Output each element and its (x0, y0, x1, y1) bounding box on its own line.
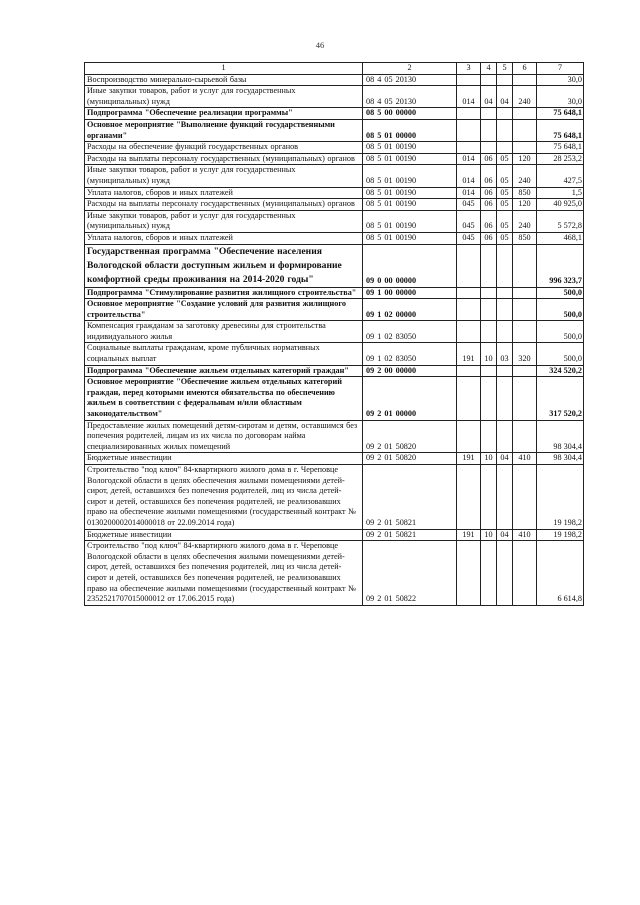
row-code: 09 2 01 50820 (363, 420, 457, 453)
row-name: Основное мероприятие "Выполнение функций государственными органами" (85, 119, 363, 141)
row-ministry-code (457, 244, 481, 287)
row-subsection-code: 04 (497, 86, 513, 108)
row-section-code (481, 119, 497, 141)
row-expense-type-code (513, 420, 537, 453)
row-amount: 5 572,8 (537, 210, 584, 232)
row-name: Бюджетные инвестиции (85, 453, 363, 465)
row-name: Компенсация гражданам за заготовку древесины для строительства индивидуального жилья (85, 321, 363, 343)
row-name: Подпрограмма "Обеспечение жильем отдельных категорий граждан" (85, 365, 363, 377)
row-name: Строительство "под ключ" 84-квартирного жилого дома в г. Череповце Вологодской области в целях обеспечения жилыми помещениями детей-сирот, детей, оставшихся без попечения родителей, лиц из числа детей-сирот и детей, оставшихся без попечения родителей, не реализовавших право на обеспечение жилыми помещениями (государственный контракт № 2352521707015000012 от 17.06.2015 года) (85, 541, 363, 606)
row-expense-type-code (513, 465, 537, 530)
row-section-code: 10 (481, 453, 497, 465)
row-name: Основное мероприятие "Обеспечение жильем отдельных категорий граждан, перед которыми имеются обязательства по обеспечению жильем в соответствии с федеральным и/или областным законодательством" (85, 377, 363, 420)
row-name: Иные закупки товаров, работ и услуг для государственных (муниципальных) нужд (85, 165, 363, 187)
row-section-code (481, 321, 497, 343)
row-section-code: 10 (481, 529, 497, 541)
row-subsection-code: 05 (497, 153, 513, 165)
table-row (85, 465, 584, 530)
row-expense-type-code (513, 541, 537, 606)
row-name: Предоставление жилых помещений детям-сиротам и детям, оставшимся без попечения родителей, лицам из их числа по договорам найма специализированных жилых помещений (85, 420, 363, 453)
row-amount: 75 648,1 (537, 108, 584, 120)
row-subsection-code (497, 108, 513, 120)
row-name: Расходы на выплаты персоналу государственных (муниципальных) органов (85, 153, 363, 165)
row-ministry-code (457, 465, 481, 530)
row-code: 09 1 02 83050 (363, 321, 457, 343)
row-code: 09 1 00 00000 (363, 287, 457, 299)
row-ministry-code: 045 (457, 210, 481, 232)
row-subsection-code (497, 321, 513, 343)
row-amount: 75 648,1 (537, 119, 584, 141)
table-row (85, 119, 584, 141)
row-section-code: 06 (481, 165, 497, 187)
row-expense-type-code: 120 (513, 153, 537, 165)
row-name: Уплата налогов, сборов и иных платежей (85, 187, 363, 199)
row-amount: 28 253,2 (537, 153, 584, 165)
table-row (85, 377, 584, 420)
budget-table (84, 62, 584, 606)
row-expense-type-code (513, 365, 537, 377)
row-ministry-code (457, 377, 481, 420)
row-ministry-code: 014 (457, 86, 481, 108)
row-subsection-code (497, 465, 513, 530)
row-name: Подпрограмма "Обеспечение реализации программы" (85, 108, 363, 120)
row-code: 09 2 01 50821 (363, 465, 457, 530)
row-amount: 500,0 (537, 287, 584, 299)
row-section-code (481, 142, 497, 154)
row-amount: 30,0 (537, 86, 584, 108)
row-section-code: 06 (481, 232, 497, 244)
row-section-code (481, 365, 497, 377)
row-section-code (481, 541, 497, 606)
row-code: 08 5 01 00190 (363, 232, 457, 244)
row-amount: 1,5 (537, 187, 584, 199)
row-code: 08 5 01 00190 (363, 153, 457, 165)
row-amount: 40 925,0 (537, 199, 584, 211)
table-row (85, 299, 584, 321)
page-number: 46 (315, 40, 325, 50)
row-code: 08 5 01 00190 (363, 199, 457, 211)
row-amount: 500,0 (537, 321, 584, 343)
row-code: 09 2 01 00000 (363, 377, 457, 420)
row-subsection-code: 05 (497, 210, 513, 232)
row-amount: 19 198,2 (537, 465, 584, 530)
row-subsection-code (497, 377, 513, 420)
row-code: 08 5 01 00190 (363, 165, 457, 187)
row-amount: 98 304,4 (537, 453, 584, 465)
table-row (85, 343, 584, 365)
row-subsection-code: 04 (497, 529, 513, 541)
row-subsection-code (497, 244, 513, 287)
row-section-code (481, 377, 497, 420)
row-ministry-code: 045 (457, 199, 481, 211)
row-subsection-code (497, 142, 513, 154)
header-cell: 7 (537, 63, 584, 75)
row-amount: 19 198,2 (537, 529, 584, 541)
row-expense-type-code: 120 (513, 199, 537, 211)
row-amount: 98 304,4 (537, 420, 584, 453)
row-code: 08 5 01 00190 (363, 142, 457, 154)
header-cell: 6 (513, 63, 537, 75)
row-expense-type-code (513, 377, 537, 420)
row-section-code (481, 74, 497, 86)
row-expense-type-code (513, 287, 537, 299)
row-section-code: 06 (481, 199, 497, 211)
row-amount: 468,1 (537, 232, 584, 244)
table-row (85, 453, 584, 465)
table-row (85, 244, 584, 287)
row-subsection-code (497, 299, 513, 321)
row-expense-type-code: 410 (513, 453, 537, 465)
row-subsection-code (497, 74, 513, 86)
row-expense-type-code (513, 108, 537, 120)
row-expense-type-code (513, 244, 537, 287)
row-section-code: 04 (481, 86, 497, 108)
table-row (85, 142, 584, 154)
table-row (85, 86, 584, 108)
row-ministry-code (457, 420, 481, 453)
row-subsection-code (497, 119, 513, 141)
row-code: 09 2 01 50820 (363, 453, 457, 465)
row-ministry-code (457, 287, 481, 299)
row-subsection-code: 05 (497, 187, 513, 199)
table-row (85, 321, 584, 343)
table-row (85, 210, 584, 232)
row-name: Основное мероприятие "Создание условий для развития жилищного строительства" (85, 299, 363, 321)
budget-table-page (84, 62, 583, 606)
row-code: 08 5 01 00190 (363, 187, 457, 199)
row-subsection-code (497, 420, 513, 453)
header-cell: 5 (497, 63, 513, 75)
row-ministry-code: 191 (457, 529, 481, 541)
row-name: Воспроизводство минерально-сырьевой базы (85, 74, 363, 86)
row-subsection-code: 05 (497, 165, 513, 187)
row-name: Расходы на обеспечение функций государственных органов (85, 142, 363, 154)
row-ministry-code: 014 (457, 187, 481, 199)
row-ministry-code (457, 119, 481, 141)
row-amount: 996 323,7 (537, 244, 584, 287)
table-row (85, 187, 584, 199)
row-section-code (481, 299, 497, 321)
row-code: 08 5 01 00000 (363, 119, 457, 141)
row-amount: 500,0 (537, 343, 584, 365)
row-name: Социальные выплаты гражданам, кроме публичных нормативных социальных выплат (85, 343, 363, 365)
row-expense-type-code (513, 119, 537, 141)
row-ministry-code (457, 108, 481, 120)
row-ministry-code (457, 299, 481, 321)
row-name: Подпрограмма "Стимулирование развития жилищного строительства" (85, 287, 363, 299)
row-expense-type-code (513, 142, 537, 154)
row-code: 09 1 02 83050 (363, 343, 457, 365)
row-section-code (481, 108, 497, 120)
row-subsection-code (497, 365, 513, 377)
row-subsection-code: 05 (497, 232, 513, 244)
row-name: Уплата налогов, сборов и иных платежей (85, 232, 363, 244)
row-amount: 427,5 (537, 165, 584, 187)
row-subsection-code: 05 (497, 199, 513, 211)
row-ministry-code: 045 (457, 232, 481, 244)
header-cell: 2 (363, 63, 457, 75)
row-amount: 324 520,2 (537, 365, 584, 377)
table-row (85, 199, 584, 211)
table-row (85, 74, 584, 86)
row-code: 08 5 01 00190 (363, 210, 457, 232)
row-expense-type-code: 240 (513, 210, 537, 232)
row-section-code: 06 (481, 153, 497, 165)
row-subsection-code: 03 (497, 343, 513, 365)
header-cell: 3 (457, 63, 481, 75)
row-section-code (481, 244, 497, 287)
row-name: Государственная программа "Обеспечение населения Вологодской области доступным жильем и формирование комфортной среды проживания на 2014-2020 годы" (85, 244, 363, 287)
row-code: 08 4 05 20130 (363, 74, 457, 86)
table-row (85, 365, 584, 377)
row-subsection-code (497, 287, 513, 299)
row-code: 09 2 01 50822 (363, 541, 457, 606)
row-name: Иные закупки товаров, работ и услуг для государственных (муниципальных) нужд (85, 210, 363, 232)
row-name: Расходы на выплаты персоналу государственных (муниципальных) органов (85, 199, 363, 211)
header-cell: 4 (481, 63, 497, 75)
row-subsection-code: 04 (497, 453, 513, 465)
table-row (85, 287, 584, 299)
row-section-code (481, 420, 497, 453)
row-ministry-code: 191 (457, 453, 481, 465)
row-code: 09 1 02 00000 (363, 299, 457, 321)
table-row (85, 108, 584, 120)
column-number-header (85, 63, 584, 75)
table-row (85, 165, 584, 187)
row-expense-type-code (513, 74, 537, 86)
row-expense-type-code: 320 (513, 343, 537, 365)
header-cell: 1 (85, 63, 363, 75)
row-section-code (481, 287, 497, 299)
table-row (85, 420, 584, 453)
row-expense-type-code: 240 (513, 86, 537, 108)
row-code: 09 0 00 00000 (363, 244, 457, 287)
row-expense-type-code: 850 (513, 187, 537, 199)
row-expense-type-code: 410 (513, 529, 537, 541)
row-expense-type-code (513, 321, 537, 343)
table-row (85, 232, 584, 244)
row-amount: 75 648,1 (537, 142, 584, 154)
row-name: Строительство "под ключ" 84-квартирного жилого дома в г. Череповце Вологодской области в целях обеспечения жилыми помещениями детей-сирот, детей, оставшихся без попечения родителей, лиц из числа детей-сирот и детей, оставшихся без попечения родителей, не реализовавших право на обеспечение жилыми помещениями (государственный контракт № 0130200002014000018 от 22.09.2014 года) (85, 465, 363, 530)
row-ministry-code: 014 (457, 165, 481, 187)
row-ministry-code (457, 321, 481, 343)
table-body (85, 74, 584, 605)
row-code: 09 2 00 00000 (363, 365, 457, 377)
row-section-code: 06 (481, 187, 497, 199)
row-expense-type-code: 240 (513, 165, 537, 187)
row-name: Иные закупки товаров, работ и услуг для государственных (муниципальных) нужд (85, 86, 363, 108)
row-name: Бюджетные инвестиции (85, 529, 363, 541)
row-ministry-code (457, 74, 481, 86)
row-code: 09 2 01 50821 (363, 529, 457, 541)
row-code: 08 5 00 00000 (363, 108, 457, 120)
row-code: 08 4 05 20130 (363, 86, 457, 108)
row-section-code: 06 (481, 210, 497, 232)
table-row (85, 541, 584, 606)
row-expense-type-code: 850 (513, 232, 537, 244)
row-ministry-code: 014 (457, 153, 481, 165)
row-ministry-code (457, 365, 481, 377)
row-subsection-code (497, 541, 513, 606)
row-section-code (481, 465, 497, 530)
row-amount: 6 614,8 (537, 541, 584, 606)
row-amount: 500,0 (537, 299, 584, 321)
table-row (85, 529, 584, 541)
row-amount: 30,0 (537, 74, 584, 86)
row-ministry-code: 191 (457, 343, 481, 365)
table-row (85, 153, 584, 165)
row-ministry-code (457, 541, 481, 606)
row-ministry-code (457, 142, 481, 154)
row-expense-type-code (513, 299, 537, 321)
row-amount: 317 520,2 (537, 377, 584, 420)
row-section-code: 10 (481, 343, 497, 365)
